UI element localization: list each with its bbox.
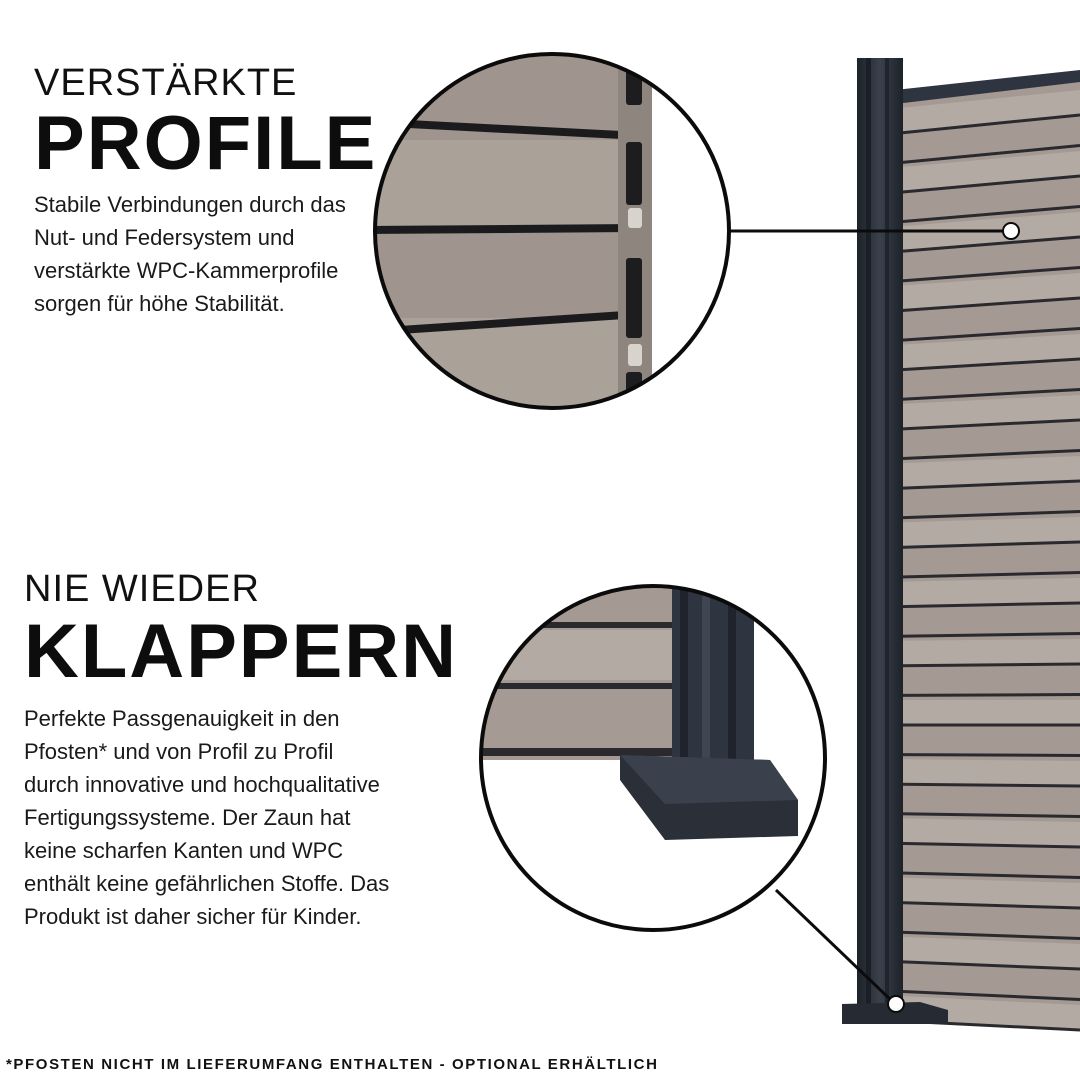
section-profile-headline: PROFILE [34, 101, 378, 186]
body-line: keine scharfen Kanten und WPC [24, 838, 344, 863]
profile-detail-circle [370, 50, 740, 420]
section-profile-kicker: VERSTÄRKTE [34, 62, 298, 104]
body-line: Stabile Verbindungen durch das [34, 192, 346, 217]
body-line: durch innovative und hochqualitative [24, 772, 380, 797]
footnote: *PFOSTEN NICHT IM LIEFERUMFANG ENTHALTEN - OPTIONAL ERHÄLTLICH [6, 1056, 659, 1073]
section-klappern [24, 570, 458, 933]
section-klappern-kicker: NIE WIEDER [24, 568, 260, 610]
fence-panel [895, 70, 1080, 1030]
body-line: Nut- und Federsystem und [34, 225, 295, 250]
body-line: Fertigungssysteme. Der Zaun hat [24, 805, 351, 830]
section-profile-body [34, 188, 377, 320]
body-line: Produkt ist daher sicher für Kinder. [24, 904, 362, 929]
section-klappern-body [24, 702, 458, 933]
post-base-detail-circle [470, 580, 840, 940]
section-profile [34, 64, 377, 320]
body-line: verstärkte WPC-Kammerprofile [34, 258, 339, 283]
section-klappern-headline: KLAPPERN [24, 609, 459, 694]
body-line: sorgen für höhe Stabilität. [34, 291, 285, 316]
body-line: Pfosten* und von Profil zu Profil [24, 739, 334, 764]
body-line: enthält keine gefährlichen Stoffe. Das [24, 871, 390, 896]
body-line: Perfekte Passgenauigkeit in den [24, 706, 340, 731]
